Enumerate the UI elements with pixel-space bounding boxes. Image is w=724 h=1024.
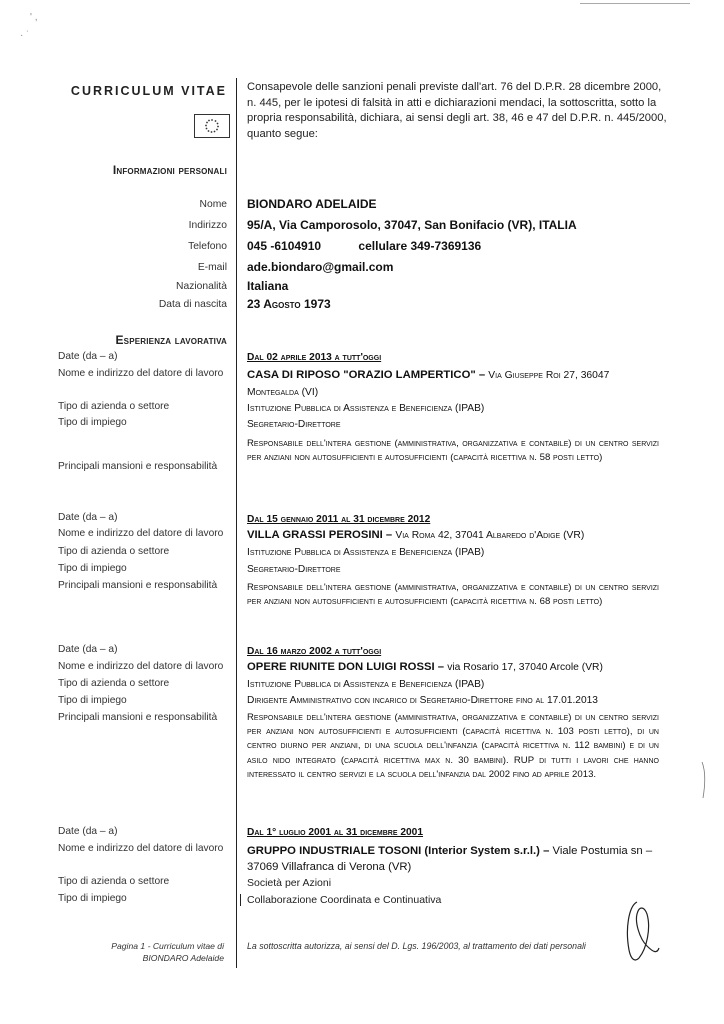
entry-job: Segretario-Direttore bbox=[247, 419, 341, 430]
entry-duties: Responsabile dell'intera gestione (amministrativa, organizzativa e contabile) di un centro servizi per anziani non autosufficienti e autosufficienti (capacità ricettiva n. 68 posti letto) bbox=[247, 582, 659, 608]
entry-sector: Istituzione Pubblica di Assistenza e Beneficienza (IPAB) bbox=[247, 403, 485, 414]
label-job: Tipo di impiego bbox=[58, 417, 127, 428]
phone-number: 045 -6104910 bbox=[247, 239, 322, 253]
employer-address: Via Giuseppe Roi 27, 36047 Montegalda (VI) bbox=[247, 370, 610, 398]
person-nationality: Italiana bbox=[247, 279, 289, 293]
label-nationality: Nazionalità bbox=[176, 281, 227, 292]
person-phone bbox=[247, 239, 667, 253]
personal-info-heading: Informazioni personali bbox=[112, 163, 227, 177]
label-employer: Nome e indirizzo del datore di lavoro bbox=[58, 843, 224, 854]
label-birth: Data di nascita bbox=[158, 299, 227, 310]
label-job: Tipo di impiego bbox=[58, 695, 127, 706]
label-employer: Nome e indirizzo del datore di lavoro bbox=[58, 528, 224, 539]
mobile-number: cellulare 349-7369136 bbox=[358, 239, 482, 253]
person-address: 95/A, Via Camporosolo, 37047, San Bonifacio (VR), ITALIA bbox=[247, 218, 577, 232]
label-dates: Date (da – a) bbox=[58, 512, 118, 523]
label-employer: Nome e indirizzo del datore di lavoro bbox=[58, 368, 224, 379]
experience-heading: Esperienza lavorativa bbox=[115, 333, 227, 347]
entry-employer bbox=[247, 843, 662, 875]
footer-name: BIONDARO Adelaide bbox=[142, 953, 224, 963]
entry-duties: Responsabile dell'intera gestione (amministrativa, organizzativa e contabile) di un centro servizi per anziani non autosufficienti e autosufficienti (capacità ricettiva n. 103 posti letto), di un centro diurno per anziani, di una scuola dell'infanzia (capacità ricettiva n. 112 bambini) e di un asilo nido integrato (capacità ricettiva max n. 30 bambini). RUP di tutti i lavori che hanno interessato il centro servizi e la scuola dell'infanzia dal 2002 fino ad aprile 2013. bbox=[247, 712, 659, 780]
label-sector: Tipo di azienda o settore bbox=[58, 401, 170, 412]
label-phone: Telefono bbox=[188, 241, 227, 252]
label-duties: Principali mansioni e responsabilità bbox=[58, 580, 218, 591]
scan-mark bbox=[700, 760, 708, 805]
label-dates: Date (da – a) bbox=[58, 644, 118, 655]
employer-name: GRUPPO INDUSTRIALE TOSONI (Interior System s.r.l.) – bbox=[247, 845, 550, 857]
entry-employer bbox=[247, 661, 667, 673]
entry-job: Segretario-Direttore bbox=[247, 564, 341, 575]
eu-flag-icon bbox=[194, 114, 230, 138]
footer-page: Pagina 1 - Curriculum vitae di bbox=[111, 941, 224, 951]
employer-address: Via Roma 42, 37041 Albaredo d'Adige (VR) bbox=[395, 530, 585, 541]
label-duties: Principali mansioni e responsabilità bbox=[58, 712, 218, 723]
label-dates: Date (da – a) bbox=[58, 826, 118, 837]
scan-mark: · ˙ bbox=[20, 30, 30, 41]
label-job: Tipo di impiego bbox=[58, 893, 127, 904]
entry-job: Collaborazione Coordinata e Continuativa bbox=[240, 894, 667, 906]
entry-sector: Istituzione Pubblica di Assistenza e Beneficienza (IPAB) bbox=[247, 547, 485, 558]
label-sector: Tipo di azienda o settore bbox=[58, 678, 170, 689]
person-birth: 23 Agosto 1973 bbox=[247, 297, 331, 311]
person-email: ade.biondaro@gmail.com bbox=[247, 260, 394, 274]
entry-employer bbox=[247, 367, 657, 401]
label-duties: Principali mansioni e responsabilità bbox=[58, 461, 218, 472]
employer-address: Viale Postumia sn – 37069 Villafranca di Verona (VR) bbox=[247, 845, 653, 873]
signature-icon bbox=[617, 898, 663, 971]
employer-name: OPERE RIUNITE DON LUIGI ROSSI – bbox=[247, 661, 445, 673]
label-sector: Tipo di azienda o settore bbox=[58, 876, 170, 887]
entry-dates: Dal 16 marzo 2002 a tutt'oggi bbox=[247, 646, 382, 657]
employer-address: via Rosario 17, 37040 Arcole (VR) bbox=[447, 662, 603, 673]
entry-sector: Istituzione Pubblica di Assistenza e Beneficienza (IPAB) bbox=[247, 679, 485, 690]
entry-employer bbox=[247, 529, 667, 541]
label-name: Nome bbox=[199, 199, 227, 210]
entry-sector: Società per Azioni bbox=[247, 877, 332, 889]
label-dates: Date (da – a) bbox=[58, 351, 118, 362]
label-address: Indirizzo bbox=[188, 220, 227, 231]
column-divider bbox=[236, 78, 237, 968]
entry-dates: Dal 02 aprile 2013 a tutt'oggi bbox=[247, 352, 382, 363]
entry-dates: Dal 15 gennaio 2011 al 31 dicembre 2012 bbox=[247, 514, 431, 525]
top-border-line bbox=[580, 3, 690, 4]
intro-declaration: Consapevole delle sanzioni penali previste dall'art. 76 del D.P.R. 28 dicembre 2000, n. 445, per le ipotesi di falsità in atti e dichiarazioni mendaci, la sottoscritta, sotto la propria responsabilità, dichiara, ai sensi degli art. 38, 46 e 47 del D.P.R. n. 445/2000, quanto segue: bbox=[247, 81, 667, 140]
entry-dates: Dal 1° luglio 2001 al 31 dicembre 2001 bbox=[247, 827, 424, 838]
page-footer bbox=[111, 940, 224, 964]
label-email: E-mail bbox=[197, 262, 227, 273]
label-employer: Nome e indirizzo del datore di lavoro bbox=[58, 661, 224, 672]
person-name: BIONDARO ADELAIDE bbox=[247, 197, 377, 211]
label-job: Tipo di impiego bbox=[58, 563, 127, 574]
employer-name: CASA DI RIPOSO "ORAZIO LAMPERTICO" – bbox=[247, 369, 486, 381]
entry-duties: Responsabile dell'intera gestione (amministrativa, organizzativa e contabile) di un centro servizi per anziani non autosufficienti e autosufficienti (capacità ricettiva n. 58 posti letto) bbox=[247, 438, 659, 464]
scan-mark: ' , bbox=[30, 12, 38, 23]
employer-name: VILLA GRASSI PEROSINI – bbox=[247, 529, 393, 541]
label-sector: Tipo di azienda o settore bbox=[58, 546, 170, 557]
privacy-consent: La sottoscritta autorizza, ai sensi del D. Lgs. 196/2003, al trattamento dei dati personali bbox=[247, 941, 586, 951]
entry-job: Dirigente Amministrativo con incarico di Segretario-Direttore fino al 17.01.2013 bbox=[247, 695, 598, 706]
cv-title: CURRICULUM VITAE bbox=[70, 84, 227, 98]
